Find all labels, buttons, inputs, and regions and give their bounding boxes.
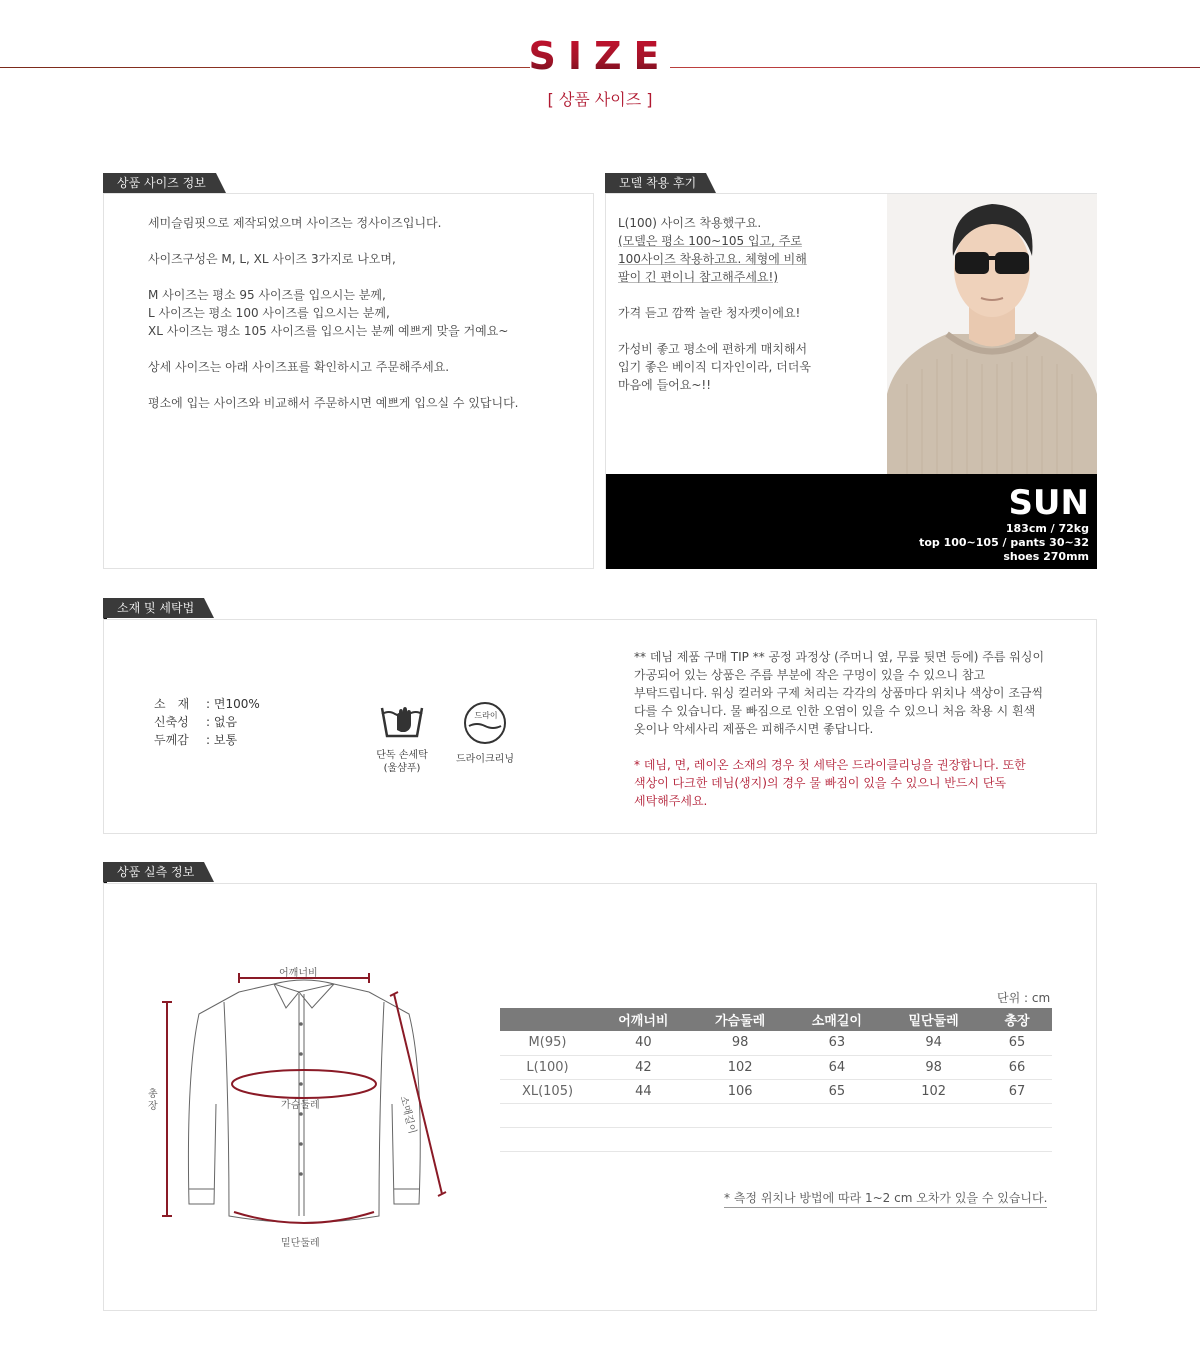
value-cell: 66 [982,1055,1052,1079]
material-value: : 보통 [206,733,238,747]
material-row-thickness [154,731,260,749]
value-cell: 63 [789,1031,886,1055]
material-key: 신축성 [154,715,189,729]
header-cell: 총장 [982,1008,1052,1031]
value-cell: 102 [692,1055,789,1079]
model-review-box [605,193,1097,569]
model-stat-shoes: shoes 270mm [1003,550,1089,563]
value-cell: 40 [595,1031,692,1055]
diagram-label-hem: 밑단둘레 [281,1238,320,1249]
wash-item-hand [372,700,432,775]
review-line: L(100) 사이즈 착용했구요. [618,216,762,230]
review-line: 가성비 좋고 평소에 편하게 매치해서 [618,342,808,356]
tip-warning-line: 세탁해주세요. [634,794,708,808]
size-cell: L(100) [500,1055,595,1079]
review-line: 팔이 긴 편이니 참고해주세요!) [618,270,779,284]
review-line: (모델은 평소 100~105 입고, 주로 [618,234,802,248]
review-line: 입기 좋은 베이직 디자인이라, 더더욱 [618,360,811,374]
section-tag-size-info: 상품 사이즈 정보 [103,173,216,193]
dry-clean-icon [462,700,508,746]
header-cell: 밑단둘레 [885,1008,982,1031]
size-table-header [500,1008,1052,1031]
diagram-label-sleeve: 소매길이 [397,1094,418,1136]
size-info-line: 세미슬림핏으로 제작되었으며 사이즈는 정사이즈입니다. [148,216,442,230]
page-subtitle: [ 상품 사이즈 ] [547,90,653,109]
size-info-line: 상세 사이즈는 아래 사이즈표를 확인하시고 주문해주세요. [148,360,450,374]
review-line: 가격 듣고 깜짝 놀란 청자켓이에요! [618,306,801,320]
size-info-box [103,193,594,569]
model-review-text [618,214,811,394]
size-info-line: 사이즈구성은 M, L, XL 사이즈 3가지로 나오며, [148,252,396,266]
value-cell: 65 [789,1079,886,1103]
header-cell [500,1008,595,1031]
shirt-diagram [144,954,464,1257]
review-line [618,286,811,304]
material-row-fabric [154,695,260,713]
tip-line: 옷이나 악세사리 제품은 피해주시면 좋답니다. [634,722,874,736]
section-tag-measure: 상품 실측 정보 [103,862,204,882]
header-cell: 가슴둘레 [692,1008,789,1031]
unit-label: 단위 : cm [997,991,1051,1005]
value-cell: 65 [982,1031,1052,1055]
model-info-bar [606,474,1097,569]
material-key: 소 재 [154,697,190,711]
value-cell: 106 [692,1079,789,1103]
header-cell: 어깨너비 [595,1008,692,1031]
value-cell: 98 [692,1031,789,1055]
wash-label-dry: 드라이크리닝 [456,754,514,765]
review-line [618,322,811,340]
table-row-empty [500,1103,1052,1127]
review-line: 마음에 들어요~!! [618,378,712,392]
size-info-line [148,268,519,286]
tip-line: 가공되어 있는 상품은 주름 부분에 작은 구멍이 있을 수 있으니 참고 [634,668,986,682]
tip-spacer [634,738,1044,756]
table-row [500,1055,1052,1079]
diagram-label-length: 총장 [148,1089,158,1112]
material-value: : 면100% [206,697,260,711]
table-row [500,1031,1052,1055]
material-row-stretch [154,713,260,731]
tip-warning-line: * 데님, 면, 레이온 소재의 경우 첫 세탁은 드라이클리닝을 권장합니다. 또한 [634,758,1026,772]
material-box [103,619,1097,834]
value-cell: 64 [789,1055,886,1079]
material-value: : 없음 [206,715,238,729]
page-title: SIZE [0,34,1200,78]
value-cell: 67 [982,1079,1052,1103]
size-info-line: M 사이즈는 평소 95 사이즈를 입으시는 분께, [148,288,386,302]
value-cell: 42 [595,1055,692,1079]
wash-item-dry [450,700,520,766]
size-info-line [148,376,519,394]
model-stat-body: 183cm / 72kg [1005,522,1089,535]
header-cell: 소매길이 [789,1008,886,1031]
tip-warning-line: 색상이 다크한 데님(생지)의 경우 물 빠짐이 있을 수 있으니 반드시 단독 [634,776,1007,790]
dry-clean-badge: 드라이 [474,711,498,720]
tip-line: 부탁드립니다. 워싱 컬러와 구제 처리는 각각의 상품마다 위치나 색상이 조금씩 [634,686,1044,700]
denim-tip [634,648,1044,810]
wash-label-hand-sub: (울샴푸) [383,763,421,774]
hand-wash-icon [379,700,425,742]
wash-label-hand: 단독 손세탁 [376,750,428,761]
diagram-label-chest: 가슴둘레 [281,1100,320,1111]
size-cell: M(95) [500,1031,595,1055]
model-stat-size: top 100~105 / pants 30~32 [919,536,1089,549]
value-cell: 98 [885,1055,982,1079]
tip-line: ** 데님 제품 구매 TIP ** 공정 과정상 (주머니 옆, 무릎 뒷면 등에) 주름 워싱이 [634,650,1045,664]
measure-box [103,883,1097,1311]
size-info-text [148,214,519,412]
value-cell: 102 [885,1079,982,1103]
measure-note: * 측정 위치나 방법에 따라 1~2 cm 오차가 있을 수 있습니다. [724,1189,1047,1208]
section-tag-material: 소재 및 세탁법 [103,598,204,618]
size-info-line: XL 사이즈는 평소 105 사이즈를 입으시는 분께 예쁘게 맞을 거예요~ [148,324,509,338]
size-info-line: L 사이즈는 평소 100 사이즈를 입으시는 분께, [148,306,390,320]
size-info-line: 평소에 입는 사이즈와 비교해서 주문하시면 예쁘게 입으실 수 있답니다. [148,396,519,410]
section-tag-model-review: 모델 착용 후기 [605,173,706,193]
size-info-line [148,232,519,250]
review-line: 100사이즈 착용하고요. 체형에 비해 [618,252,807,266]
material-key: 두께감 [154,733,189,747]
table-row [500,1079,1052,1103]
value-cell: 94 [885,1031,982,1055]
table-row-empty [500,1127,1052,1151]
diagram-label-shoulder: 어깨너비 [279,968,318,979]
size-info-line [148,340,519,358]
size-cell: XL(105) [500,1079,595,1103]
model-photo [887,194,1097,474]
model-name: SUN [1008,483,1089,523]
material-spec-list [154,695,260,749]
tip-line: 다를 수 있습니다. 물 빠짐으로 인한 오염이 있을 수 있으니 처음 착용 시 흰색 [634,704,1036,718]
size-table [500,1008,1052,1152]
value-cell: 44 [595,1079,692,1103]
